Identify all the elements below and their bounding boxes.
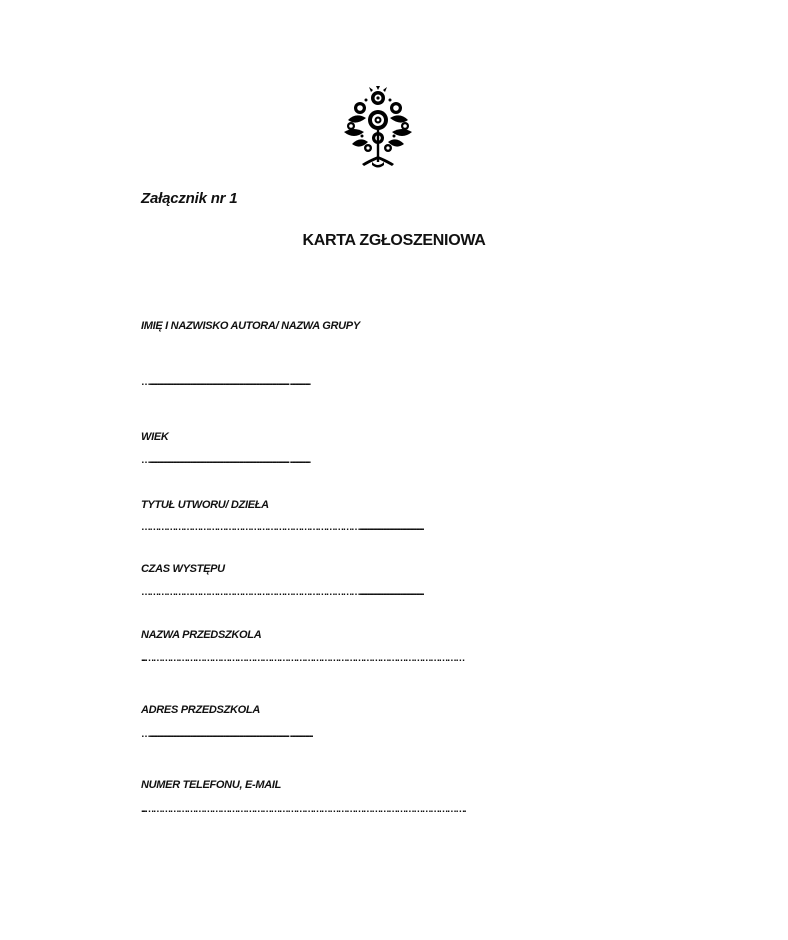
author-name-label: IMIĘ I NAZWISKO AUTORA/ NAZWA GRUPY [141,320,360,332]
folk-floral-ornament-icon [338,86,418,168]
phone-email-fill-line[interactable]: ...……………………………………………………………………………………………………. [141,804,465,815]
performance-time-label: CZAS WYSTĘPU [141,563,225,575]
performance-time-fill-line[interactable]: ……………………………………………………………………...................................................... [141,587,424,598]
kindergarten-name-fill-line[interactable]: ...…………………………………………………………………………………………………… [141,653,464,664]
page-title: KARTA ZGŁOSZENIOWA [302,232,486,249]
work-title-label: TYTUŁ UTWORU/ DZIEŁA [141,499,269,511]
kindergarten-address-fill-line[interactable]: …...................................................................................................................... ................... [141,729,313,740]
annex-label: Załącznik nr 1 [141,190,238,207]
age-label: WIEK [141,431,169,443]
kindergarten-name-label: NAZWA PRZEDSZKOLA [141,629,262,641]
age-fill-line[interactable]: …...................................................................................................................... ................. [141,455,310,466]
kindergarten-address-label: ADRES PRZEDSZKOLA [141,704,260,716]
work-title-fill-line[interactable]: ……………………………………………………………………...................................................... [141,522,424,533]
author-name-fill-line[interactable]: …...................................................................................................................... ................. [141,377,310,388]
phone-email-label: NUMER TELEFONU, E-MAIL [141,779,282,791]
